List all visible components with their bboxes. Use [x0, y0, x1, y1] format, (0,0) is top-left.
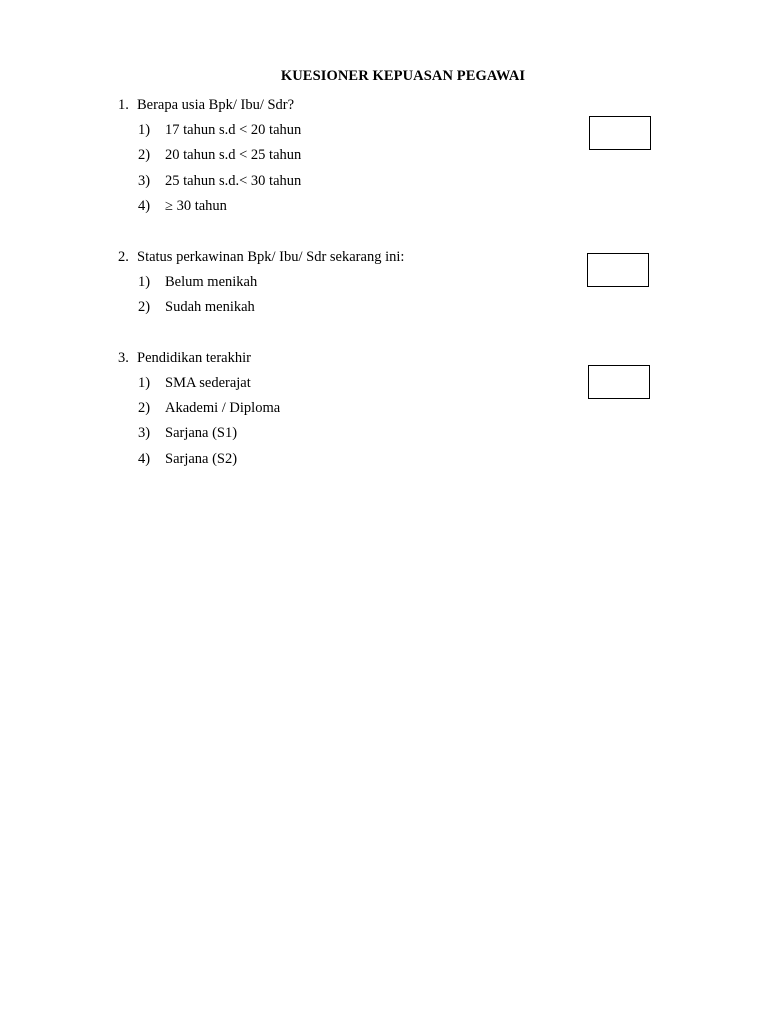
option-text: Belum menikah: [165, 274, 258, 290]
option-number: 1): [138, 122, 151, 138]
option-number: 3): [138, 425, 151, 441]
option-number: 4): [138, 198, 151, 214]
option-number: 4): [138, 451, 151, 467]
question-number: 1.: [118, 97, 129, 113]
option-text: ≥ 30 tahun: [165, 198, 227, 214]
option-number: 2): [138, 299, 151, 315]
question-text: Berapa usia Bpk/ Ibu/ Sdr?: [137, 97, 295, 113]
answer-box-question-3[interactable]: [588, 365, 650, 399]
option-text: 17 tahun s.d < 20 tahun: [165, 122, 302, 138]
option-text: Sudah menikah: [165, 299, 255, 315]
option-text: 20 tahun s.d < 25 tahun: [165, 147, 302, 163]
question-number: 2.: [118, 249, 129, 265]
question-text: Status perkawinan Bpk/ Ibu/ Sdr sekarang ini:: [137, 249, 405, 265]
option-text: SMA sederajat: [165, 375, 251, 391]
option-text: 25 tahun s.d.< 30 tahun: [165, 173, 302, 189]
question-number: 3.: [118, 350, 129, 366]
option-text: Sarjana (S1): [165, 425, 238, 441]
option-number: 1): [138, 375, 151, 391]
option-number: 3): [138, 173, 151, 189]
option-number: 2): [138, 147, 151, 163]
option-text: Akademi / Diploma: [165, 400, 281, 416]
answer-box-question-2[interactable]: [587, 253, 649, 287]
option-number: 2): [138, 400, 151, 416]
option-number: 1): [138, 274, 151, 290]
question-text: Pendidikan terakhir: [137, 350, 251, 366]
option-text: Sarjana (S2): [165, 451, 238, 467]
answer-box-question-1[interactable]: [589, 116, 651, 150]
page-title: KUESIONER KEPUASAN PEGAWAI: [280, 68, 526, 84]
